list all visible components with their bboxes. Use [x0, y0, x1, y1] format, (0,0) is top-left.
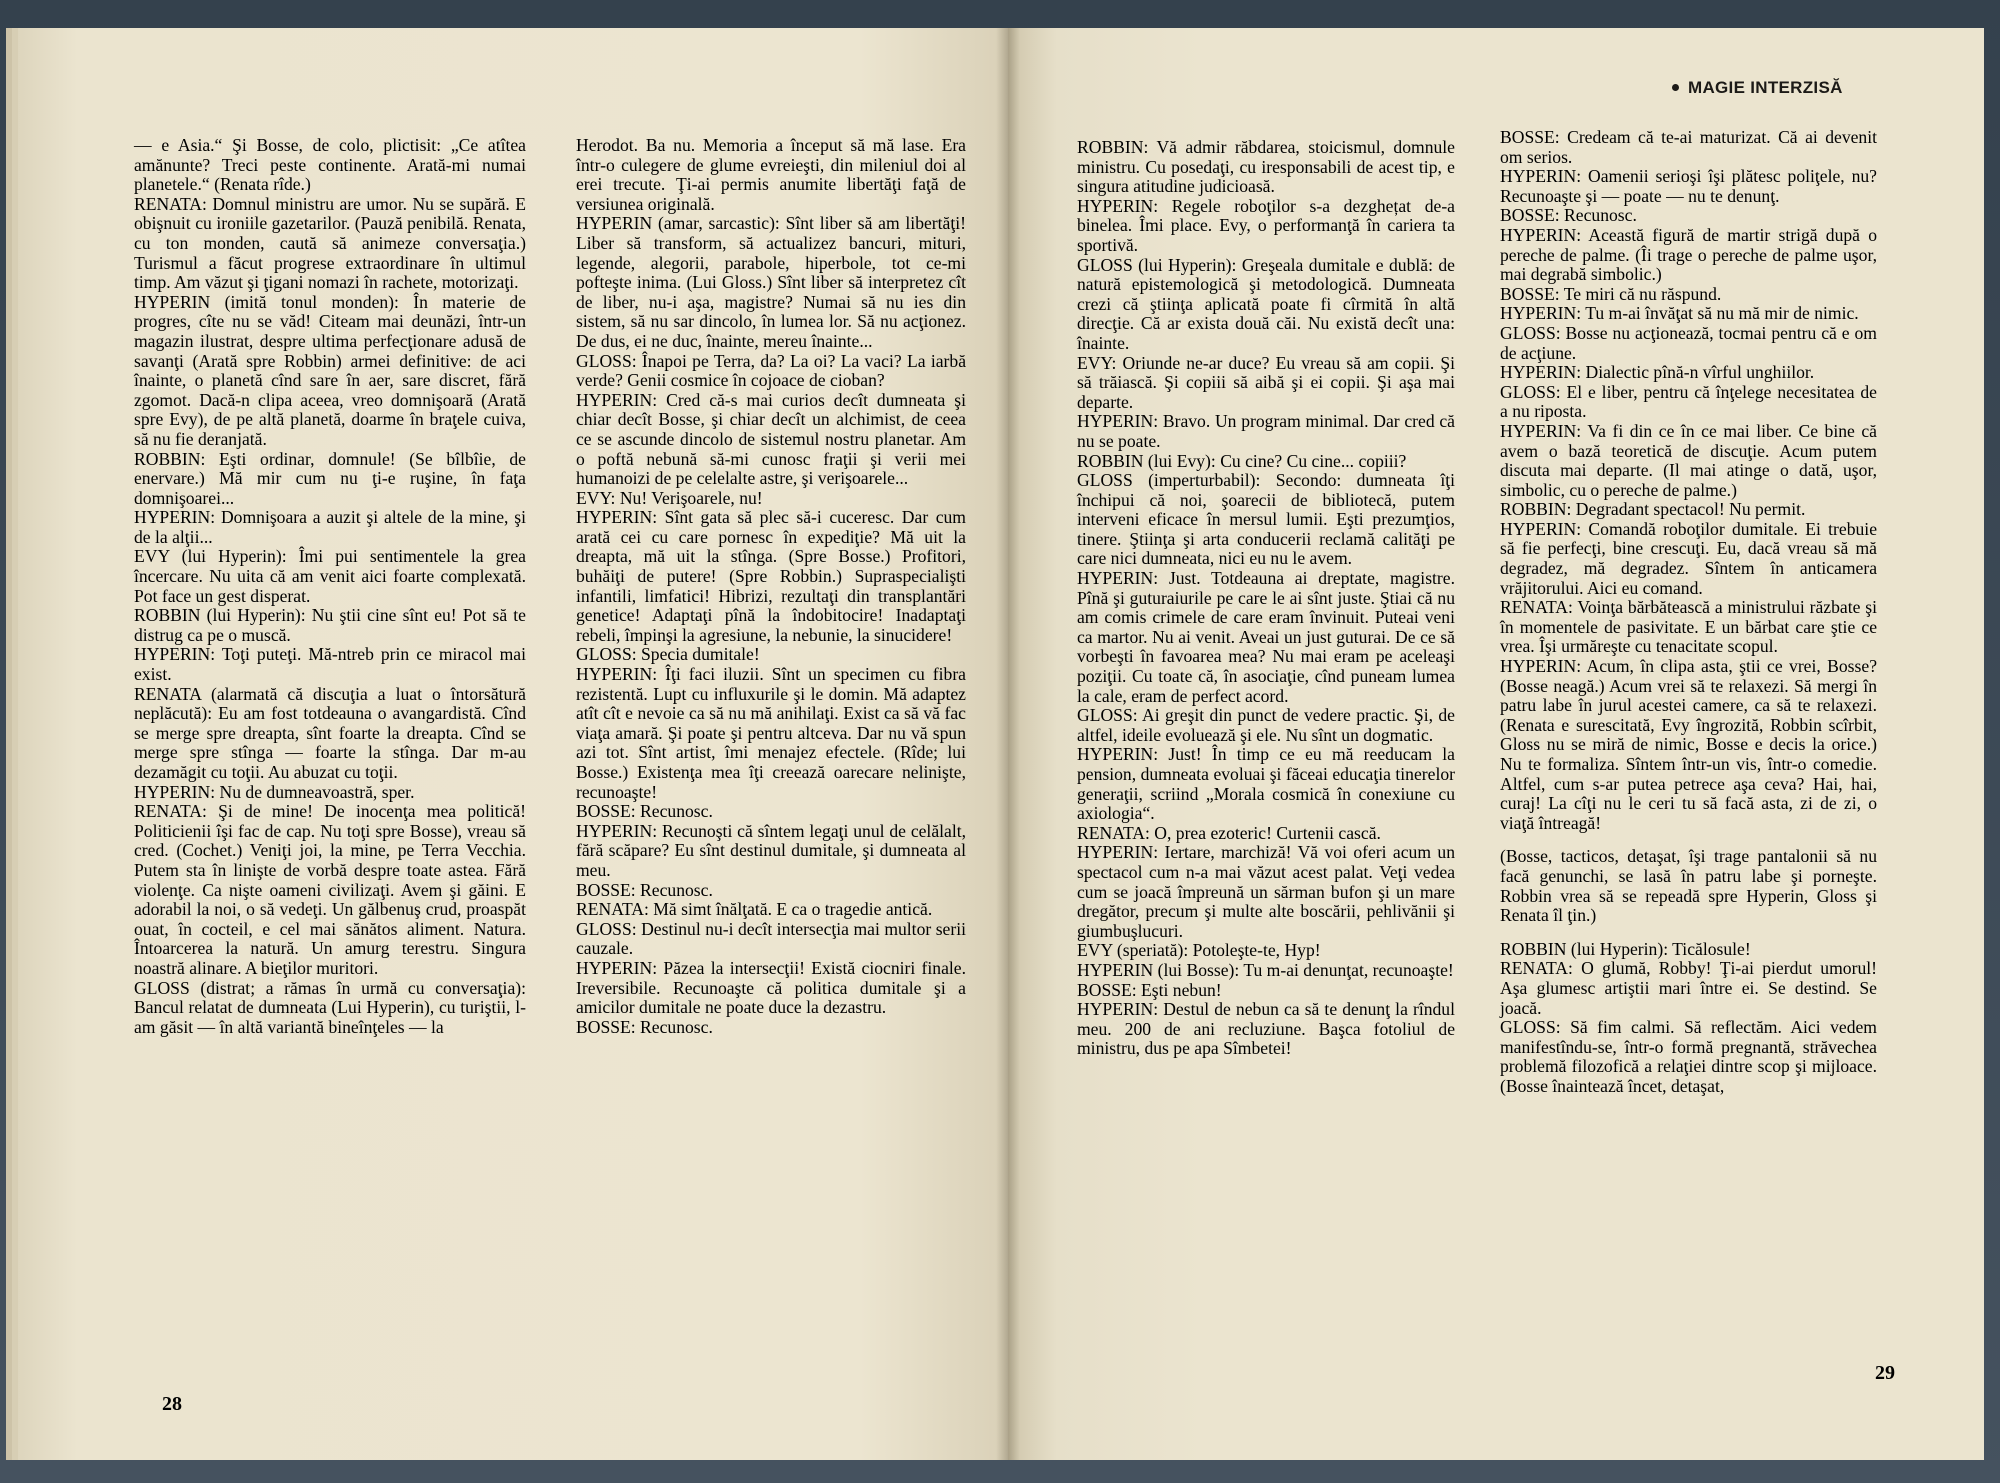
paragraph: GLOSS: Să fim calmi. Să reflectăm. Aici vedem manifestîndu-se, într-o formă pregnantă, străvechea problemă filozofică a relaţiei dintre scop şi mijloace. (Bosse înaintează încet, detaşat, [1500, 1017, 1877, 1096]
paragraph: HYPERIN (lui Bosse): Tu m-ai denunţat, recunoaşte! [1077, 959, 1454, 980]
paragraph: HYPERIN: Oamenii serioşi îşi plătesc poliţele, nu? Recunoaşte şi — poate — nu te denunţ. [1500, 166, 1877, 206]
page-number-right: 29 [1875, 1362, 1895, 1384]
column-1 [134, 136, 526, 1037]
paragraph: GLOSS (distrat; a rămas în urmă cu conversaţia): Bancul relatat de dumneata (Lui Hyperin), cu turiştii, l-am găsit — în altă variantă bineînţeles — la [134, 977, 526, 1037]
paragraph: EVY: Nu! Verişoarele, nu! [576, 487, 763, 508]
paragraph: ROBBIN: Vă admir răbdarea, stoicismul, domnule ministru. Cu posedaţi, cu iresponsabili de acest tip, e singura atitudine judicioasă. [1077, 137, 1455, 197]
paragraph: GLOSS: Destinul nu-i decît intersecţia mai multor serii cauzale. [576, 918, 966, 959]
paragraph: HYPERIN: Toţi puteţi. Mă-ntreb prin ce miracol mai exist. [134, 644, 526, 685]
paragraph: RENATA (alarmată că discuţia a luat o întorsătură neplăcută): Eu am fost totdeauna o avangardistă. Cînd se merge spre dreapta, sînt foarte la dreapta. Cînd se merge spre stînga — foarte la stînga. Dar m-au dezamăgit cu toţii. Au abuzat cu toţii. [134, 683, 526, 782]
paragraph: ROBBIN (lui Hyperin): Ticălosule! [1500, 938, 1751, 959]
paragraph: ROBBIN (lui Evy): Cu cine? Cu cine... copiii? [1077, 450, 1407, 471]
paragraph: GLOSS (imperturbabil): Secondo: dumneata îţi închipui că noi, şoarecii de bibliotecă, putem interveni eficace în mersul lumii. Eşti prezumţios, tinere. Ştiinţa şi arta conducerii reclamă calităţi pe care nici dumneata, nici eu nu le avem. [1077, 470, 1455, 569]
running-header [1672, 78, 1843, 98]
paragraph: RENATA: Voinţa bărbătească a ministrului răzbate şi în momentele de pasivitate. E un bărbat care ştie ce vrea. Îşi urmăreşte cu tenacitate scopul. [1500, 597, 1877, 657]
paragraph: EVY: Oriunde ne-ar duce? Eu vreau să am copii. Şi să trăiască. Şi copiii să aibă şi ei copii. Şi aşa mai departe. [1077, 352, 1455, 412]
paragraph: BOSSE: Recunosc. [576, 879, 713, 900]
paragraph: RENATA: Şi de mine! De inocenţa mea politică! Politicienii îşi fac de cap. Nu toţi spre Bosse), vreau să cred. (Cochet.) Veniţi joi, la mine, pe Terra Vecchia. Putem sta în linişte de vorbă despre toate astea. Fără violenţe. Ca nişte oameni civilizaţi. Avem şi găini. E adorabil la noi, o să vedeţi. Un gălbenuş crud, proaspăt ouat, în cocteil, e cel mai sănătos aliment. Natura. Întoarcerea la natură. Un amurg terestru. Singura noastră alinare. A bieţilor muritori. [134, 801, 526, 978]
paragraph: RENATA: Mă simt înălţată. E ca o tragedie antică. [576, 899, 933, 920]
paragraph: HYPERIN: Acum, în clipa asta, ştii ce vrei, Bosse? (Bosse neagă.) Acum vrei să te relaxezi. Să mergi în patru labe în jurul acestei camere, ca să te relaxezi. (Renata e surescitată, Evy îngrozită, Robbin scîrbit, Gloss nu se miră de nimic, Bosse e decis la orice.) Nu te formaliza. Sîntem într-un vis, într-o comedie. Altfel, cum s-ar putea petrece aşa ceva? Hai, hai, curaj! La cîţi nu le ceri tu să facă asta, zi de zi, o viaţă întreagă! [1500, 656, 1877, 833]
paragraph: GLOSS: El e liber, pentru că înţelege necesitatea de a nu riposta. [1500, 381, 1877, 422]
paragraph: GLOSS: Bosse nu acţionează, tocmai pentru că e om de acţiune. [1500, 322, 1877, 363]
paragraph: HYPERIN: Dialectic pînă-n vîrful unghiilor. [1500, 362, 1815, 383]
paragraph: GLOSS: Înapoi pe Terra, da? La oi? La vaci? La iarbă verde? Genii cosmice în cojoace de cioban? [576, 350, 966, 391]
paragraph: BOSSE: Credeam că te-ai maturizat. Că ai devenit om serios. [1500, 127, 1877, 167]
paragraph: BOSSE: Recunosc. [576, 801, 713, 822]
paragraph: HYPERIN: Bravo. Un program minimal. Dar cred că nu se poate. [1077, 411, 1455, 451]
paragraph: HYPERIN: Păzea la intersecţii! Există ciocniri finale. Ireversibile. Recunoaşte că politica dumitale şi a amicilor dumitale ne poate duce la dezastru. [576, 957, 966, 1018]
paragraph: EVY (speriată): Potoleşte-te, Hyp! [1077, 940, 1321, 961]
paragraph: HYPERIN: Tu m-ai învăţat să nu mă mir de nimic. [1500, 303, 1859, 324]
paragraph: EVY (lui Hyperin): Îmi pui sentimentele la grea încercare. Nu uita că am venit aici foarte complexată. Pot face un gest disperat. [134, 546, 526, 606]
book-gutter [996, 28, 1020, 1460]
paragraph: GLOSS: Ai greşit din punct de vedere practic. Şi, de altfel, ideile evoluează şi ele. Nu sînt un dogmatic. [1077, 705, 1455, 745]
paragraph: ROBBIN: Eşti ordinar, domnule! (Se bîlbîie, de enervare.) Mă mir cum nu ţi-e ruşine, în faţa domnişoarei... [134, 448, 526, 508]
paragraph: HYPERIN: Recunoşti că sîntem legaţi unul de celălalt, fără scăpare? Eu sînt destinul dumitale, şi dumneata al meu. [576, 820, 966, 880]
paragraph: HYPERIN: Această figură de martir strigă după o pereche de palme. (Îi trage o pereche de palme uşor, mai degrabă simbolic.) [1500, 224, 1877, 285]
paragraph: BOSSE: Recunosc. [1500, 205, 1637, 226]
paragraph: HYPERIN: Sînt gata să plec să-i cuceresc. Dar cum arată cei cu care pornesc în expediţie? Mă uit la dreapta, mă uit la stînga. (Spre Bosse.) Profitori, buhăiţi de putere! (Spre Robbin.) Supraspecialişti infantili, limfatici! Hibrizi, rezultaţi din transplantări genetice! Adaptaţi pînă la îndobitocire! Inadaptaţi rebeli, împinşi la agresiune, la nebunie, la sinucidere! [576, 507, 966, 645]
paragraph: RENATA: O, prea ezoteric! Curtenii cască. [1077, 822, 1381, 843]
bullet-icon [1672, 84, 1679, 91]
paragraph: HYPERIN (amar, sarcastic): Sînt liber să am libertăţi! Liber să transform, să actualizez bancuri, mituri, legende, alegorii, parabole, hiperbole, tot ce-mi pofteşte inima. (Lui Gloss.) Sînt liber să interpretez cît de liber, nu-i aşa, magistre? Numai să nu ies din sistem, să nu sar dincolo, în lumea lor. Să nu acţionez. De dus, ei ne duc, înainte, mereu înainte... [576, 213, 966, 351]
paragraph: HYPERIN: Destul de nebun ca să te denunţ la rîndul meu. 200 de ani recluziune. Başca fotoliul de ministru, dus pe apa Sîmbetei! [1077, 999, 1455, 1059]
paragraph: HYPERIN: Cred că-s mai curios decît dumneata şi chiar decît Bosse, şi chiar decît un alchimist, de ceea ce se ascunde dincolo de sistemul nostru planetar. Am o poftă nebună să-mi cunosc fraţii şi verii mei humanoizi de pe celelalte astre, şi verişoarele... [576, 389, 966, 489]
paragraph: BOSSE: Te miri că nu răspund. [1500, 283, 1722, 304]
paragraph: HYPERIN: Comandă roboţilor dumitale. Ei trebuie să fie perfecţi, bine crescuţi. Eu, dacă vreau să mă degradez, mă degradez. Sîntem în anticamera vrăjitorului. Aici eu comand. [1500, 518, 1877, 598]
paragraph: HYPERIN (imită tonul monden): În materie de progres, cîte nu se văd! Citeam mai deunăzi, într-un magazin ilustrat, despre ultima perfecţionare adusă de savanţi (Arată spre Robbin) armei definitive: de aci înainte, o planetă cînd sare în aer, sare discret, fără zgomot. Dacă-n clipa aceea, vreo domnişoară (Arată spre Evy), de pe altă planetă, doarme în braţele cuiva, să nu fie deranjată. [134, 291, 526, 449]
paragraph: RENATA: O glumă, Robby! Ţi-ai pierdut umorul! Aşa glumesc artiştii mari între ei. Se destind. Se joacă. [1500, 958, 1877, 1018]
paragraph: HYPERIN: Îţi faci iluzii. Sînt un specimen cu fibra rezistentă. Lupt cu influxurile şi le domin. Mă adaptez atît cît e nevoie ca să nu mă anihilaţi. Exist ca să vă fac viaţa amară. Şi poate şi pentru altceva. Dar nu vă spun azi tot. Sînt artist, îmi menajez efectele. (Rîde; lui Bosse.) Existenţa mea îţi creează oarecare nelinişte, recunoaşte! [576, 664, 966, 802]
paragraph: RENATA: Domnul ministru are umor. Nu se supără. E obişnuit cu ironiile gazetarilor. (Pauză penibilă. Renata, cu ton monden, caută să animeze conversaţia.) Turismul a făcut progrese extraordinare în ultimul timp. Am văzut şi ţigani nomazi în rachete, motorizaţi. [134, 193, 526, 293]
stage-direction: (Bosse, tacticos, detaşat, îşi trage pantalonii să nu facă genunchi, se lasă în patru labe şi porneşte. Robbin vrea să se repeadă spre Hyperin, Gloss şi Renata îl ţin.) [1500, 846, 1877, 926]
paragraph: HYPERIN: Domnişoara a auzit şi altele de la mine, şi de la alţii... [134, 507, 526, 547]
running-header-title: MAGIE INTERZISĂ [1688, 78, 1843, 97]
column-3 [1077, 138, 1455, 1059]
paragraph: HYPERIN: Regele roboţilor s-a dezghețat de-a binelea. Îmi place. Evy, o performanţă în cariera ta sportivă. [1077, 195, 1455, 255]
column-4 [1500, 128, 1877, 1097]
page-number-left: 28 [162, 1393, 182, 1415]
paragraph: — e Asia.“ Şi Bosse, de colo, plictisit: „Ce atîtea amănunte? Treci peste continente. Arată-mi numai planetele.“ (Renata rîde.) [134, 135, 526, 195]
paragraph: ROBBIN (lui Hyperin): Nu ştii cine sînt eu! Pot să te distrug ca pe o muscă. [134, 605, 526, 645]
paragraph: BOSSE: Eşti nebun! [1077, 979, 1222, 1000]
column-2 [576, 136, 966, 1037]
paragraph: HYPERIN: Iertare, marchiză! Vă voi oferi acum un spectacol cum n-a mai văzut acest palat. Veţi vedea cum se joacă împreună un sărman bufon şi un mare dregător, precum şi multe alte boscării, pehlivănii şi giumbuşlucuri. [1077, 842, 1455, 941]
paragraph: HYPERIN: Va fi din ce în ce mai liber. Ce bine că avem o bază teoretică de discuţie. Acum putem discuta mai departe. (Il mai atinge o dată, uşor, simbolic, cu o pereche de palme.) [1500, 420, 1877, 500]
paragraph: GLOSS (lui Hyperin): Greşeala dumitale e dublă: de natură epistemologică şi metodologică. Dumneata crezi că ştiinţa aplicată poate fi cîrmită în altă direcţie. Că ar exista două căi. Nu există decît una: înainte. [1077, 254, 1455, 353]
paragraph: ROBBIN: Degradant spectacol! Nu permit. [1500, 499, 1806, 520]
paragraph: HYPERIN: Just! În timp ce eu mă reeducam la pension, dumneata evoluai şi făceai educaţia tinerelor generaţii, scriind „Morala cosmică în conexiune cu axiologia“. [1077, 744, 1455, 824]
paragraph: HYPERIN: Nu de dumneavoastră, sper. [134, 781, 415, 802]
paragraph: HYPERIN: Just. Totdeauna ai dreptate, magistre. Pînă şi guturaiurile pe care le ai sînt juste. Ştiai că nu am comis crimele de care eram învinuit. Puteai veni ca martor. Nu ai venit. Aveai un just guturai. De ce să vorbeşti în favoarea mea? Nu mai eram pe aceleaşi poziţii. Cu toate că, în asociaţie, cînd puneam lumea la cale, eram de perfect acord. [1077, 568, 1455, 706]
paragraph: GLOSS: Specia dumitale! [576, 644, 760, 665]
paragraph: Herodot. Ba nu. Memoria a început să mă lase. Era într-o culegere de glume evreieşti, din mileniul doi al erei trecute. Ţi-ai permis anumite libertăţi faţă de versiunea originală. [576, 135, 966, 214]
paragraph: BOSSE: Recunosc. [576, 1016, 713, 1037]
